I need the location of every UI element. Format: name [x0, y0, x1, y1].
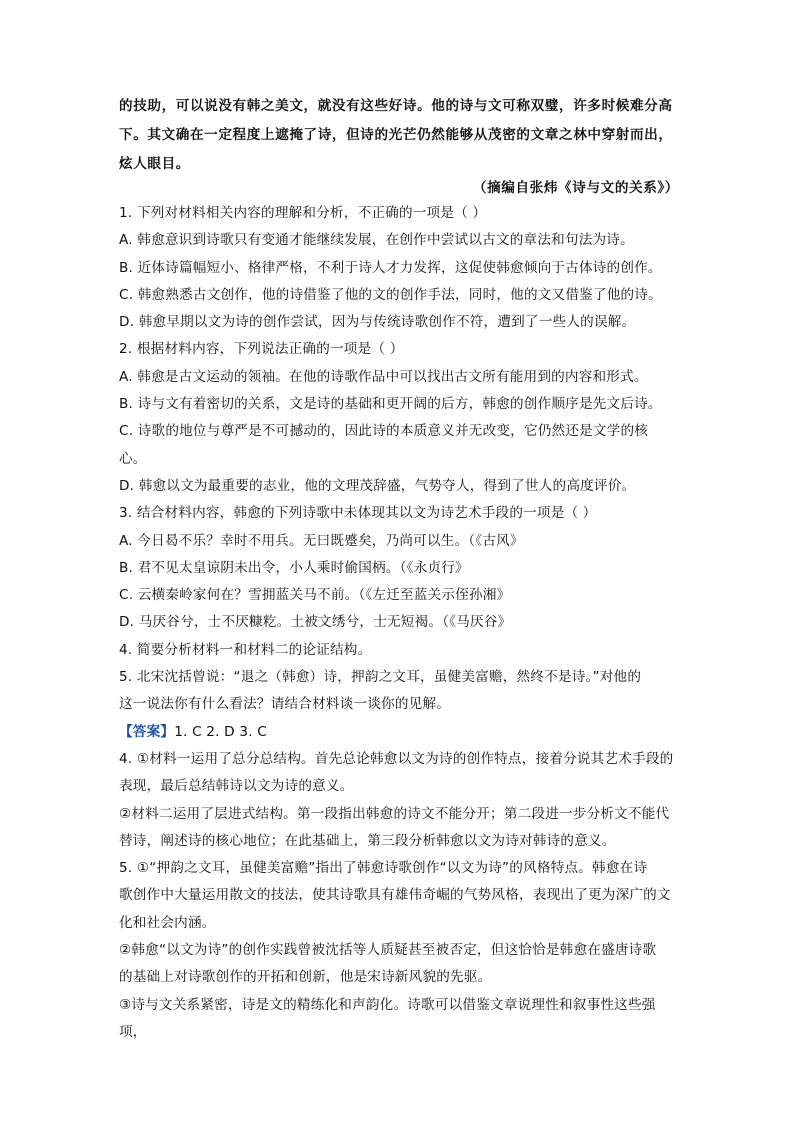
answer-line: 5. ①“押韵之文耳，虽健美富赡”指出了韩愈诗歌创作“以文为诗”的风格特点。韩愈在诗: [119, 860, 648, 877]
answer-line: 表现，最后总结韩诗以文为诗的意义。: [119, 778, 354, 795]
option-line: A. 韩愈意识到诗歌只有变通才能继续发展，在创作中尝试以古文的章法和句法为诗。: [119, 232, 634, 249]
option-line: A. 韩愈是古文运动的领袖。在他的诗歌作品中可以找出古文所有能用到的内容和形式。: [119, 368, 648, 385]
answer-line: 替诗，阐述诗的核心地位；在此基础上，第三段分析韩愈以文为诗对韩诗的意义。: [119, 832, 616, 849]
passage-source: （摘编自张炜《诗与文的关系》）: [472, 180, 679, 196]
answer-line: 化和社会内涵。: [119, 914, 216, 931]
question-line: 5. 北宋沈括曾说：“退之（韩愈）诗，押韵之文耳，虽健美富赡，然终不是诗。”对他的: [119, 669, 642, 686]
option-line: C. 韩愈熟悉古文创作，他的诗借鉴了他的文的创作手法，同时，他的文又借鉴了他的诗。: [119, 286, 662, 303]
answer-line: 的基础上对诗歌创作的开拓和创新，他是宋诗新风貌的先驱。: [119, 969, 492, 986]
question-line: 2. 根据材料内容，下列说法正确的一项是（ ）: [119, 341, 404, 358]
option-line: D. 韩愈早期以文为诗的创作尝试，因为与传统诗歌创作不符，遭到了一些人的误解。: [119, 314, 636, 331]
answer-line: ③诗与文关系紧密，诗是文的精练化和声韵化。诗歌可以借鉴文章说理性和叙事性这些强项，: [119, 996, 656, 1040]
option-line: B. 诗与文有着密切的关系，文是诗的基础和更开阔的后方，韩愈的创作顺序是先文后诗。: [119, 396, 662, 413]
option-line: C. 诗歌的地位与尊严是不可撼动的，因此诗的本质意义并无改变，它仍然还是文学的核: [119, 423, 649, 440]
option-line: B. 近体诗篇幅短小、格律严格，不利于诗人才力发挥，这促使韩愈倾向于古体诗的创作。: [119, 259, 662, 276]
question-line: 4. 简要分析材料一和材料二的论证结构。: [119, 641, 372, 658]
answer-choices-line: [119, 719, 679, 746]
passage-excerpt: [119, 92, 679, 179]
passage-line: 炫人眼目。: [119, 156, 190, 172]
answer-line: ②材料二运用了层进式结构。第一段指出韩愈的诗文不能分开；第二段进一步分析文不能代: [119, 805, 670, 822]
question-line: 这一说法你有什么看法？请结合材料谈一谈你的见解。: [119, 696, 451, 713]
question-line: 1. 下列对材料相关内容的理解和分析，不正确的一项是（ ）: [119, 205, 487, 221]
answer-choices: 1. C 2. D 3. C: [174, 723, 267, 740]
questions-and-answers: [119, 200, 679, 1046]
answer-line: 4. ①材料一运用了总分总结构。首先总论韩愈以文为诗的创作特点，接着分说其艺术手段的: [119, 750, 674, 767]
option-line: 心。: [119, 450, 147, 467]
question-line: 3. 结合材料内容，韩愈的下列诗歌中未体现其以文为诗艺术手段的一项是（ ）: [119, 505, 597, 522]
answer-line: ②韩愈“以文为诗”的创作实践曾被沈括等人质疑甚至被否定，但这恰恰是韩愈在盛唐诗歌: [119, 942, 657, 959]
passage-line: 下。其文确在一定程度上遮掩了诗，但诗的光芒仍然能够从茂密的文章之林中穿射而出，: [119, 127, 673, 143]
option-line: C. 云横秦岭家何在？雪拥蓝关马不前。（《左迁至蓝关示侄孙湘》: [119, 587, 511, 604]
option-line: A. 今日曷不乐？幸时不用兵。无曰既蹙矣，乃尚可以生。（《古风》: [119, 532, 524, 549]
passage-line: 的技助，可以说没有韩之美文，就没有这些好诗。他的诗与文可称双璧，许多时候难分高: [119, 98, 673, 114]
answer-tag: 【答案】: [119, 723, 175, 740]
option-line: D. 马厌谷兮，士不厌糠籺。土被文绣兮，士无短褐。（《马厌谷》: [119, 614, 512, 631]
answer-line: 歌创作中大量运用散文的技法，使其诗歌具有雄伟奇崛的气势风格，表现出了更为深广的文: [119, 887, 671, 904]
option-line: B. 君不见太皇谅阴未出令，小人乘时偷国柄。（《永贞行》: [119, 559, 469, 576]
option-line: D. 韩愈以文为最重要的志业，他的文理茂辞盛，气势夺人，得到了世人的高度评价。: [119, 477, 636, 494]
